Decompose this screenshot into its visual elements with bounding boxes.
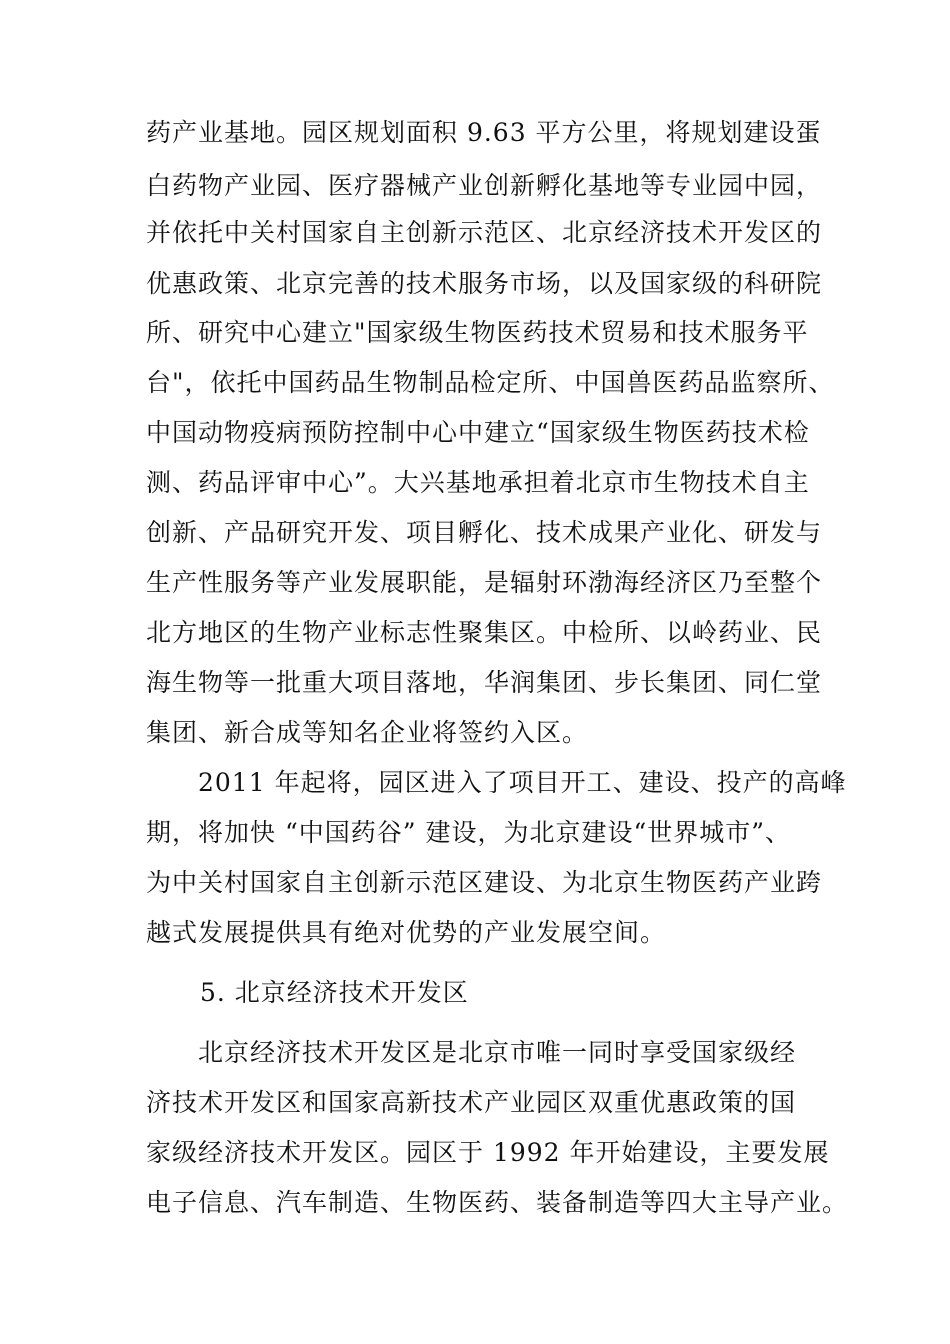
paragraph-line: 海生物等一批重大项目落地，华润集团、步长集团、同仁堂 <box>146 668 823 697</box>
paragraph-line: 台"，依托中国药品生物制品检定所、中国兽医药品监察所、 <box>146 368 835 397</box>
paragraph-line: 2011 年起将，园区进入了项目开工、建设、投产的高峰 <box>198 768 847 797</box>
paragraph-line: 北方地区的生物产业标志性聚集区。中检所、以岭药业、民 <box>146 618 823 647</box>
paragraph-line: 济技术开发区和国家高新技术产业园区双重优惠政策的国 <box>146 1088 797 1117</box>
paragraph-line: 药产业基地。园区规划面积 9.63 平方公里，将规划建设蛋 <box>146 118 822 147</box>
paragraph-line: 生产性服务等产业发展职能，是辐射环渤海经济区乃至整个 <box>146 568 823 597</box>
paragraph-line: 期，将加快 “中国药谷” 建设，为北京建设“世界城市”、 <box>146 818 792 847</box>
paragraph-line: 并依托中关村国家自主创新示范区、北京经济技术开发区的 <box>146 218 823 247</box>
section-heading: 5. 北京经济技术开发区 <box>200 978 469 1007</box>
paragraph-line: 电子信息、汽车制造、生物医药、装备制造等四大主导产业。 <box>146 1188 849 1217</box>
paragraph-line: 北京经济技术开发区是北京市唯一同时享受国家级经 <box>198 1038 797 1067</box>
paragraph-line: 测、药品评审中心”。大兴基地承担着北京市生物技术自主 <box>146 468 810 497</box>
paragraph-line: 创新、产品研究开发、项目孵化、技术成果产业化、研发与 <box>146 518 823 547</box>
paragraph-line: 家级经济技术开发区。园区于 1992 年开始建设，主要发展 <box>146 1138 830 1167</box>
paragraph-line: 越式发展提供具有绝对优势的产业发展空间。 <box>146 918 667 947</box>
paragraph-line: 中国动物疫病预防控制中心中建立“国家级生物医药技术检 <box>146 418 810 447</box>
paragraph-line: 集团、新合成等知名企业将签约入区。 <box>146 718 589 747</box>
paragraph-line: 白药物产业园、医疗器械产业创新孵化基地等专业园中园， <box>146 171 823 200</box>
paragraph-line: 所、研究中心建立"国家级生物医药技术贸易和技术服务平 <box>146 318 809 347</box>
paragraph-line: 优惠政策、北京完善的技术服务市场，以及国家级的科研院 <box>146 269 823 298</box>
paragraph-line: 为中关村国家自主创新示范区建设、为北京生物医药产业跨 <box>146 868 823 897</box>
